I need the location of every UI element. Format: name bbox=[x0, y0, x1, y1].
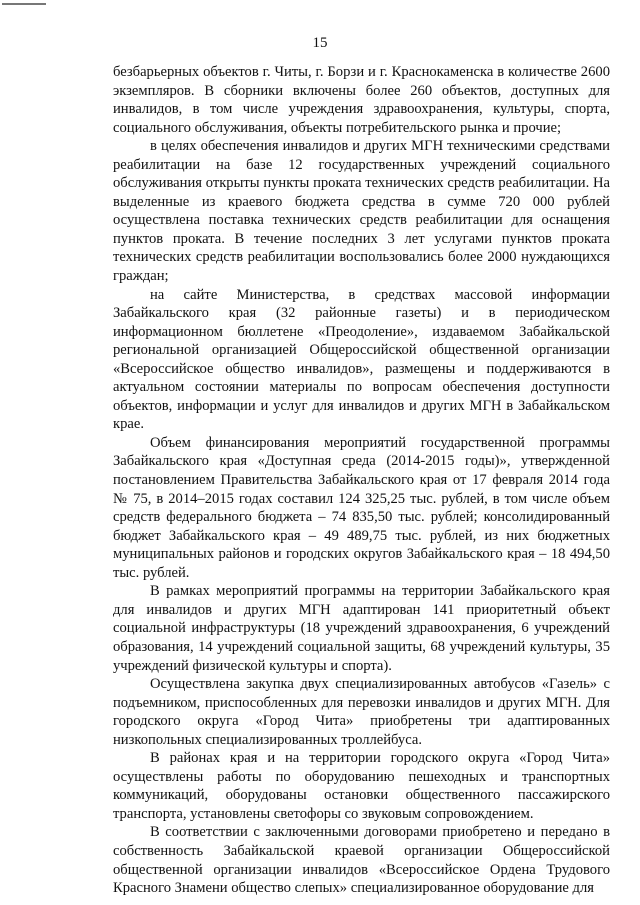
paragraph-8: В соответствии с заключенными договорами приобретено и передано в собственность Забайкальской краевой организации Общероссийской общественной организации инвалидов «Всероссийское Ордена Трудового Красного Знамени общество слепых» специализированное оборудование для bbox=[113, 824, 610, 897]
paragraph-7: В районах края и на территории городского округа «Город Чита» осуществлены работы по оборудованию пешеходных и транспортных коммуникаций, оборудованы остановки общественного пассажирского транспорта, установлены светофоры со звуковым сопровождением. bbox=[113, 750, 610, 822]
paragraph-2: в целях обеспечения инвалидов и других МГН техническими средствами реабилитации на базе 12 государственных учреждений социального обслуживания открыты пункты проката технических средств реабилитации. На выделенные из краевого бюджета средства в сумме 720 000 рублей осуществлена поставка технических средств реабилитации для оснащения пунктов проката. В течение последних 3 лет услугами пунктов проката технических средств реабилитации воспользовались более 2000 нуждающихся граждан; bbox=[113, 138, 610, 285]
document-body bbox=[113, 63, 610, 898]
scan-edge-mark bbox=[2, 3, 46, 5]
page-number: 15 bbox=[312, 35, 328, 51]
paragraph-4: Объем финансирования мероприятий государственной программы Забайкальского края «Доступная среда (2014-2015 годы)», утвержденной постановлением Правительства Забайкальского края от 17 февраля 2014 года № 75, в 2014–2015 годах составил 124 325,25 тыс. рублей, в том числе объем средств федерального бюджета – 74 835,50 тыс. рублей; консолидированный бюджет Забайкальского края – 49 489,75 тыс. рублей, из них бюджетных муниципальных районов и городских округов Забайкальского края – 18 494,50 тыс. рублей. bbox=[113, 434, 610, 581]
paragraph-6: Осуществлена закупка двух специализированных автобусов «Газель» с подъемником, приспособленных для перевозки инвалидов и других МГН. Для городского округа «Город Чита» приобретены три адаптированных низкопольных специализированных троллейбуса. bbox=[113, 676, 610, 748]
paragraph-1: безбарьерных объектов г. Читы, г. Борзи и г. Краснокаменска в количестве 2600 экземпляров. В сборники включены более 260 объектов, доступных для инвалидов, в том числе учреждения здравоохранения, культуры, спорта, социального обслуживания, объекты потребительского рынка и прочие; bbox=[113, 64, 610, 136]
paragraph-3: на сайте Министерства, в средствах массовой информации Забайкальского края (32 районные газеты) и в периодическом информационном бюллетене «Преодоление», издаваемом Забайкальской региональной организацией Общероссийской общественной организации «Всероссийское общество инвалидов», размещены и поддерживаются в актуальном состоянии материалы по вопросам обеспечения доступности объектов, информации и услуг для инвалидов и других МГН в Забайкальском крае. bbox=[113, 286, 610, 433]
paragraph-5: В рамках мероприятий программы на территории Забайкальского края для инвалидов и других МГН адаптирован 141 приоритетный объект социальной инфраструктуры (18 учреждений здравоохранения, 6 учреждений образования, 14 учреждений социальной защиты, 68 учреждений культуры, 35 учреждений физической культуры и спорта). bbox=[113, 583, 610, 674]
